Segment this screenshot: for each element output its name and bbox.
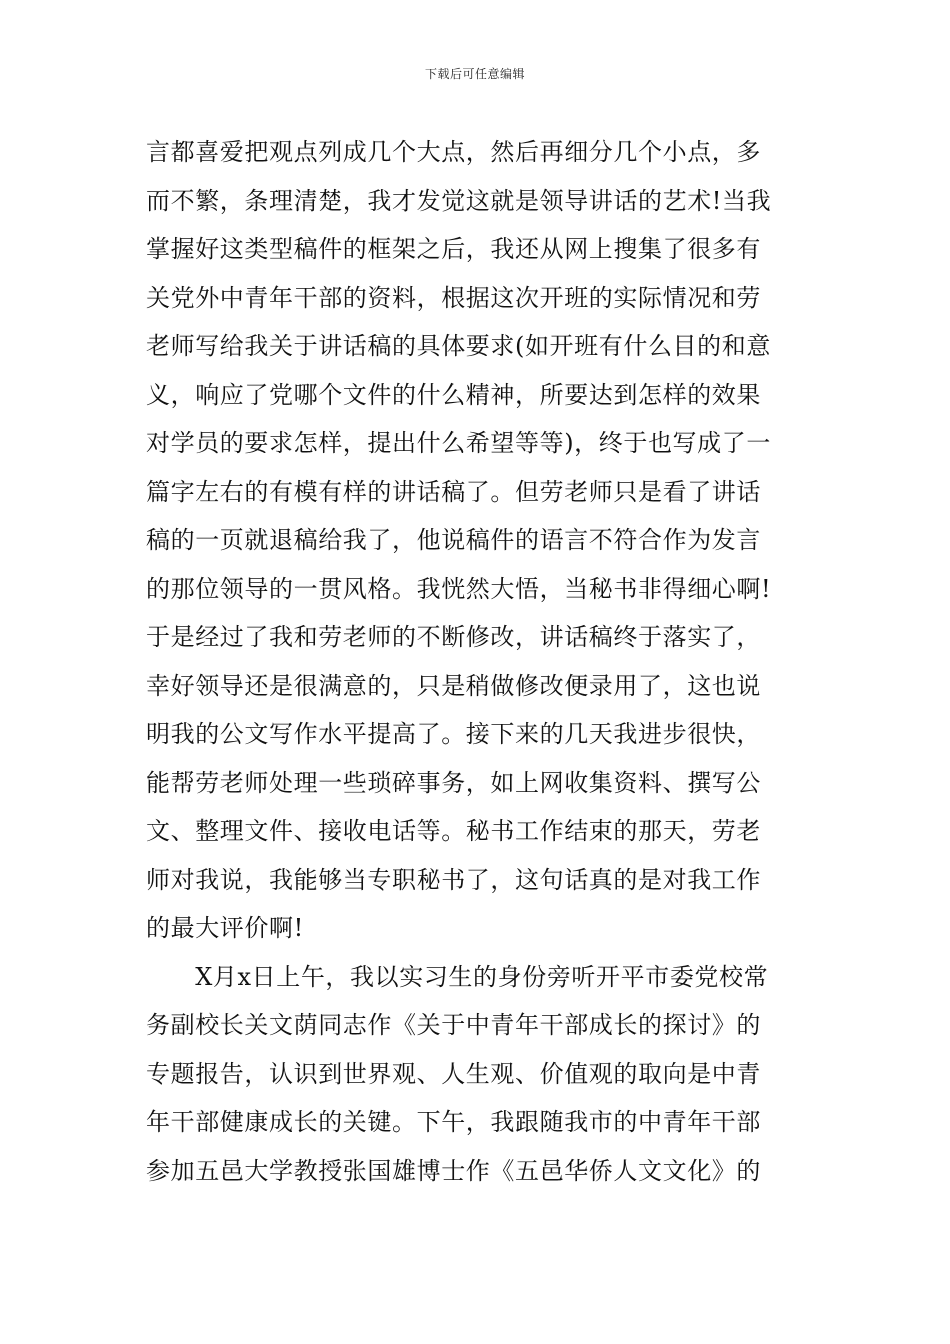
text-line: 文、整理文件、接收电话等。秘书工作结束的那天，劳老 [146, 817, 761, 845]
text-line: 能帮劳老师处理一些琐碎事务，如上网收集资料、撰写公 [146, 768, 761, 797]
text-line: 篇字左右的有模有样的讲话稿了。但劳老师只是看了讲话 [146, 477, 761, 506]
text-line: 的那位领导的一贯风格。我恍然大悟，当秘书非得细心啊! [146, 574, 772, 603]
text-line: 务副校长关文荫同志作《关于中青年干部成长的探讨》的 [146, 1011, 761, 1039]
text-line: 师对我说，我能够当专职秘书了，这句话真的是对我工作 [146, 865, 761, 894]
paragraph-2 [146, 953, 826, 1196]
text-line: 的最大评价啊! [146, 914, 304, 942]
document-body [146, 128, 826, 1195]
text-line: 义，响应了党哪个文件的什么精神，所要达到怎样的效果 [146, 380, 761, 409]
text-line: 言都喜爱把观点列成几个大点，然后再细分几个小点，多 [146, 138, 761, 166]
text-line: 于是经过了我和劳老师的不断修改，讲话稿终于落实了， [146, 623, 761, 651]
text-line: X月x日上午，我以实习生的身份旁听开平市委党校常 [146, 962, 769, 991]
paragraph-1 [146, 128, 826, 953]
text-line: 参加五邑大学教授张国雄博士作《五邑华侨人文文化》的 [146, 1156, 761, 1185]
text-line: 明我的公文写作水平提高了。接下来的几天我进步很快， [146, 720, 761, 748]
text-line: 年干部健康成长的关键。下午，我跟随我市的中青年干部 [146, 1108, 761, 1136]
text-line: 对学员的要求怎样，提出什么希望等等)，终于也写成了一 [146, 429, 771, 457]
page-header: 下载后可任意编辑 [424, 67, 525, 81]
text-line: 稿的一页就退稿给我了，他说稿件的语言不符合作为发言 [146, 526, 761, 554]
text-line: 掌握好这类型稿件的框架之后，我还从网上搜集了很多有 [146, 235, 761, 263]
text-line: 关党外中青年干部的资料，根据这次开班的实际情况和劳 [146, 283, 761, 312]
text-line: 而不繁，条理清楚，我才发觉这就是领导讲话的艺术!当我 [146, 186, 772, 215]
text-line: 幸好领导还是很满意的，只是稍做修改便录用了，这也说 [146, 671, 761, 700]
text-line: 老师写给我关于讲话稿的具体要求(如开班有什么目的和意 [146, 332, 771, 360]
text-line: 专题报告，认识到世界观、人生观、价值观的取向是中青 [146, 1059, 761, 1088]
